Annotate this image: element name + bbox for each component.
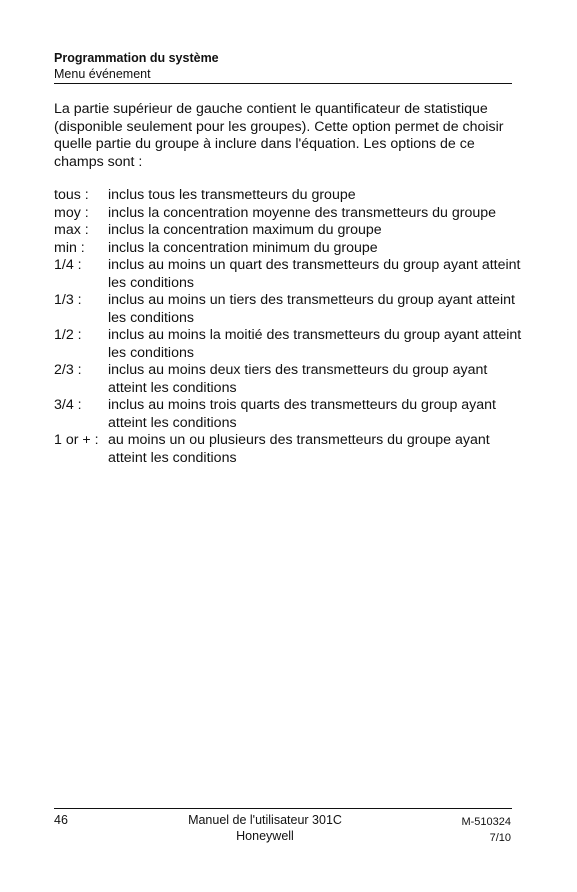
list-item	[54, 222, 524, 240]
page-header	[54, 50, 512, 82]
option-description: inclus au moins la moitié des transmetteurs du group ayant atteint les conditions	[108, 327, 522, 361]
option-description: inclus la concentration minimum du groupe	[108, 239, 378, 256]
section-subtitle: Menu événement	[54, 67, 151, 81]
document-number: M-510324	[461, 816, 511, 828]
list-item	[54, 432, 524, 467]
option-key: 1/2 :	[54, 327, 82, 343]
option-key: tous :	[54, 187, 89, 203]
page-number: 46	[54, 813, 68, 827]
options-list	[54, 187, 524, 467]
option-key: 2/3 :	[54, 362, 82, 378]
option-description: inclus au moins trois quarts des transmetteurs du group ayant atteint les conditions	[108, 397, 496, 431]
document-date: 7/10	[489, 832, 511, 844]
list-item	[54, 205, 524, 223]
header-divider	[54, 83, 512, 84]
option-key: 1 or + :	[54, 432, 99, 448]
list-item	[54, 292, 524, 327]
list-item	[54, 257, 524, 292]
list-item	[54, 362, 524, 397]
option-key: 1/4 :	[54, 257, 82, 273]
footer-divider	[54, 808, 512, 809]
option-description: inclus la concentration maximum du groupe	[108, 222, 382, 238]
intro-paragraph: La partie supérieur de gauche contient le quantificateur de statistique (disponible seulement pour les groupes). Cette option permet de choisir quelle partie du groupe à inclure dans l'équation. Les options de ce champs sont :	[54, 101, 504, 170]
option-key: max :	[54, 222, 89, 238]
option-description: au moins un ou plusieurs des transmetteurs du groupe ayant atteint les conditions	[108, 432, 490, 466]
list-item	[54, 327, 524, 362]
option-key: min :	[54, 239, 85, 256]
list-item	[54, 240, 524, 258]
footer-center	[160, 812, 370, 844]
list-item	[54, 187, 524, 205]
footer-right	[420, 814, 511, 846]
list-item	[54, 397, 524, 432]
option-description: inclus au moins deux tiers des transmetteurs du group ayant atteint les conditions	[108, 362, 488, 396]
option-description: inclus tous les transmetteurs du groupe	[108, 187, 356, 203]
section-title: Programmation du système	[54, 51, 219, 65]
option-description: inclus au moins un tiers des transmetteurs du group ayant atteint les conditions	[108, 292, 515, 326]
option-key: 3/4 :	[54, 397, 82, 413]
company-name: Honeywell	[236, 829, 294, 843]
option-key: 1/3 :	[54, 292, 82, 308]
option-description: inclus au moins un quart des transmetteurs du group ayant atteint les conditions	[108, 257, 521, 291]
option-description: inclus la concentration moyenne des transmetteurs du groupe	[108, 204, 497, 221]
option-key: moy :	[54, 204, 89, 221]
manual-title: Manuel de l'utilisateur 301C	[188, 813, 342, 827]
